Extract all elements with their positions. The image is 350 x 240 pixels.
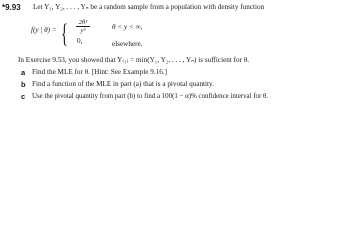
density-case2-condition: elsewhere.	[112, 40, 143, 48]
part-c-text: Use the pivotal quantity from part (b) to find a 100(1 − α)% confidence interval for θ.	[32, 93, 269, 100]
part-c-label: c	[21, 92, 26, 101]
part-b-label: b	[21, 80, 26, 89]
fraction-numerator: 2θ²	[78, 19, 88, 26]
density-function-lhs: f(y | θ) =	[31, 26, 57, 34]
exercise-number: *9.93	[2, 3, 21, 12]
part-b-text: Find a function of the MLE in part (a) that is a pivotal quantity.	[32, 80, 214, 88]
density-fraction	[75, 19, 91, 34]
density-case2-value: 0,	[77, 37, 83, 45]
part-a-label: a	[21, 68, 26, 77]
fraction-denominator: y³	[80, 27, 86, 34]
exercise-page	[0, 0, 350, 119]
density-case1-condition: θ < y < ∞,	[112, 23, 143, 31]
part-a-text: Find the MLE for θ. [Hint: See Example 9.16.]	[32, 68, 167, 76]
exercise-intro: Let Y₁, Y₂, . . . , Yₙ be a random sample from a population with density function	[33, 3, 265, 11]
exercise-context: In Exercise 9.53, you showed that Y₍₁₎ = min(Y₁, Y₂, . . . , Yₙ) is sufficient for θ.	[18, 56, 250, 64]
piecewise-brace: {	[61, 19, 68, 48]
